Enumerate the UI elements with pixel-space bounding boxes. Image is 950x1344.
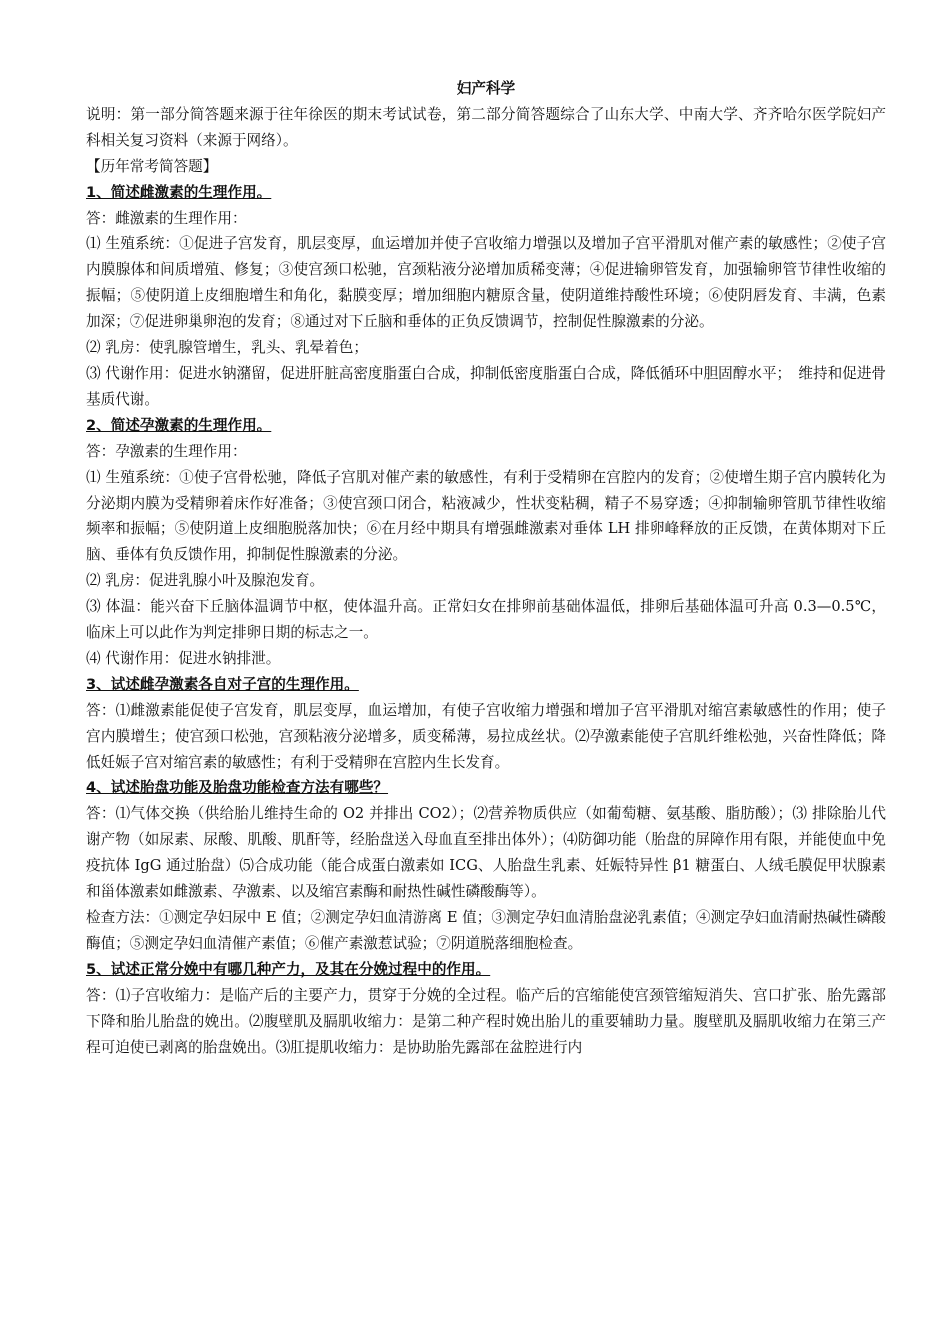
document-title: 妇产科学 [456, 80, 516, 97]
question-1-answer-lead: 答：雌激素的生理作用： [86, 209, 247, 227]
question-4-heading: 4、试述胎盘功能及胎盘功能检查方法有哪些？ [86, 779, 389, 797]
question-2-heading: 2、简述孕激素的生理作用。 [86, 416, 272, 434]
question-1-heading: 1、简述雌激素的生理作用。 [86, 183, 272, 201]
question-2-paragraph-4: ⑷ 代谢作用：促进水钠排泄。 [86, 649, 281, 667]
question-3-paragraph-1: 答：⑴雌激素能促使子宫发育，肌层变厚，血运增加，有使子宫收缩力增强和增加子宫平滑肌对缩宫素敏感性的作用；使子宫内膜增生；使宫颈口松弛，宫颈粘液分泌增多，质变稀薄，易拉成丝状。⑵孕激素能使子宫肌纤维松弛，兴奋性降低；降低妊娠子宫对缩宫素的敏感性；有利于受精卵在宫腔内生长发育。 [86, 701, 886, 771]
question-1-paragraph-3: ⑶ 代谢作用：促进水钠潴留，促进肝脏高密度脂蛋白合成，抑制低密度脂蛋白合成，降低循环中胆固醇水平； 维持和促进骨基质代谢。 [86, 364, 887, 408]
document-page [86, 76, 886, 1060]
question-2-paragraph-2: ⑵ 乳房：促进乳腺小叶及腺泡发育。 [86, 572, 325, 590]
question-5-paragraph-1: 答：⑴子宫收缩力：是临产后的主要产力，贯穿于分娩的全过程。临产后的宫缩能使宫颈管缩短消失、宫口扩张、胎先露部下降和胎儿胎盘的娩出。⑵腹壁肌及膈肌收缩力：是第二种产程时娩出胎儿的重要辅助力量。腹壁肌及膈肌收缩力在第三产程可迫使已剥离的胎盘娩出。⑶肛提肌收缩力：是协助胎先露部在盆腔进行内 [86, 986, 886, 1056]
intro-note: 说明：第一部分简答题来源于往年徐医的期末考试试卷，第二部分简答题综合了山东大学、中南大学、齐齐哈尔医学院妇产科相关复习资料（来源于网络）。 [86, 105, 886, 149]
question-2-paragraph-1: ⑴ 生殖系统：①使子宫骨松驰，降低子宫肌对催产素的敏感性，有利于受精卵在宫腔内的发育；②使增生期子宫内膜转化为分泌期内膜为受精卵着床作好准备；③使宫颈口闭合，粘液减少，性状变粘稠，精子不易穿透；④抑制输卵管肌节律性收缩频率和振幅；⑤使阴道上皮细胞脱落加快；⑥在月经中期具有增强雌激素对垂体 LH 排卵峰释放的正反馈，在黄体期对下丘脑、垂体有负反馈作用，抑制促性腺激素的分泌。 [86, 468, 886, 564]
question-1-paragraph-2: ⑵ 乳房：使乳腺管增生，乳头、乳晕着色； [86, 339, 368, 357]
question-1-paragraph-1: ⑴ 生殖系统：①促进子宫发育，肌层变厚，血运增加并使子宫收缩力增强以及增加子宫平滑肌对催产素的敏感性；②使子宫内膜腺体和间质增殖、修复；③使宫颈口松驰，宫颈粘液分泌增加质稀变薄；④促进输卵管发育，加强输卵管节律性收缩的振幅；⑤使阴道上皮细胞增生和角化，黏膜变厚；增加细胞内糖原含量，使阴道维持酸性环境；⑥使阴唇发育、丰满，色素加深；⑦促进卵巢卵泡的发育；⑧通过对下丘脑和垂体的正负反馈调节，控制促性腺激素的分泌。 [86, 235, 886, 331]
question-4-paragraph-1: 答：⑴气体交换（供给胎儿维持生命的 O2 并排出 CO2）；⑵营养物质供应（如葡萄糖、氨基酸、脂肪酸）；⑶ 排除胎儿代谢产物（如尿素、尿酸、肌酸、肌酐等，经胎盘送入母血直至排出体外）；⑷防御功能（胎盘的屏障作用有限，并能使血中免疫抗体 IgG 通过胎盘）⑸合成功能（能合成蛋白激素如 ICG、人胎盘生乳素、妊娠特异性 β1 糖蛋白、人绒毛膜促甲状腺素和甾体激素如雌激素、孕激素、以及缩宫素酶和耐热性碱性磷酸酶等）。 [86, 805, 886, 901]
section-label: 【历年常考简答题】 [86, 157, 218, 175]
question-3-heading: 3、试述雌孕激素各自对子宫的生理作用。 [86, 675, 359, 693]
question-4-paragraph-2: 检查方法：①测定孕妇尿中 E 值；②测定孕妇血清游离 E 值；③测定孕妇血清胎盘泌乳素值；④测定孕妇血清耐热碱性磷酸酶值；⑤测定孕妇血清催产素值；⑥催产素激惹试验；⑦阴道脱落细胞检查。 [86, 909, 886, 952]
question-2-paragraph-3: ⑶ 体温：能兴奋下丘脑体温调节中枢，使体温升高。正常妇女在排卵前基础体温低，排卵后基础体温可升高 0.3—0.5℃，临床上可以此作为判定排卵日期的标志之一。 [86, 598, 886, 642]
question-5-heading: 5、试述正常分娩中有哪几种产力，及其在分娩过程中的作用。 [86, 960, 491, 978]
question-2-answer-lead: 答：孕激素的生理作用： [86, 442, 247, 460]
